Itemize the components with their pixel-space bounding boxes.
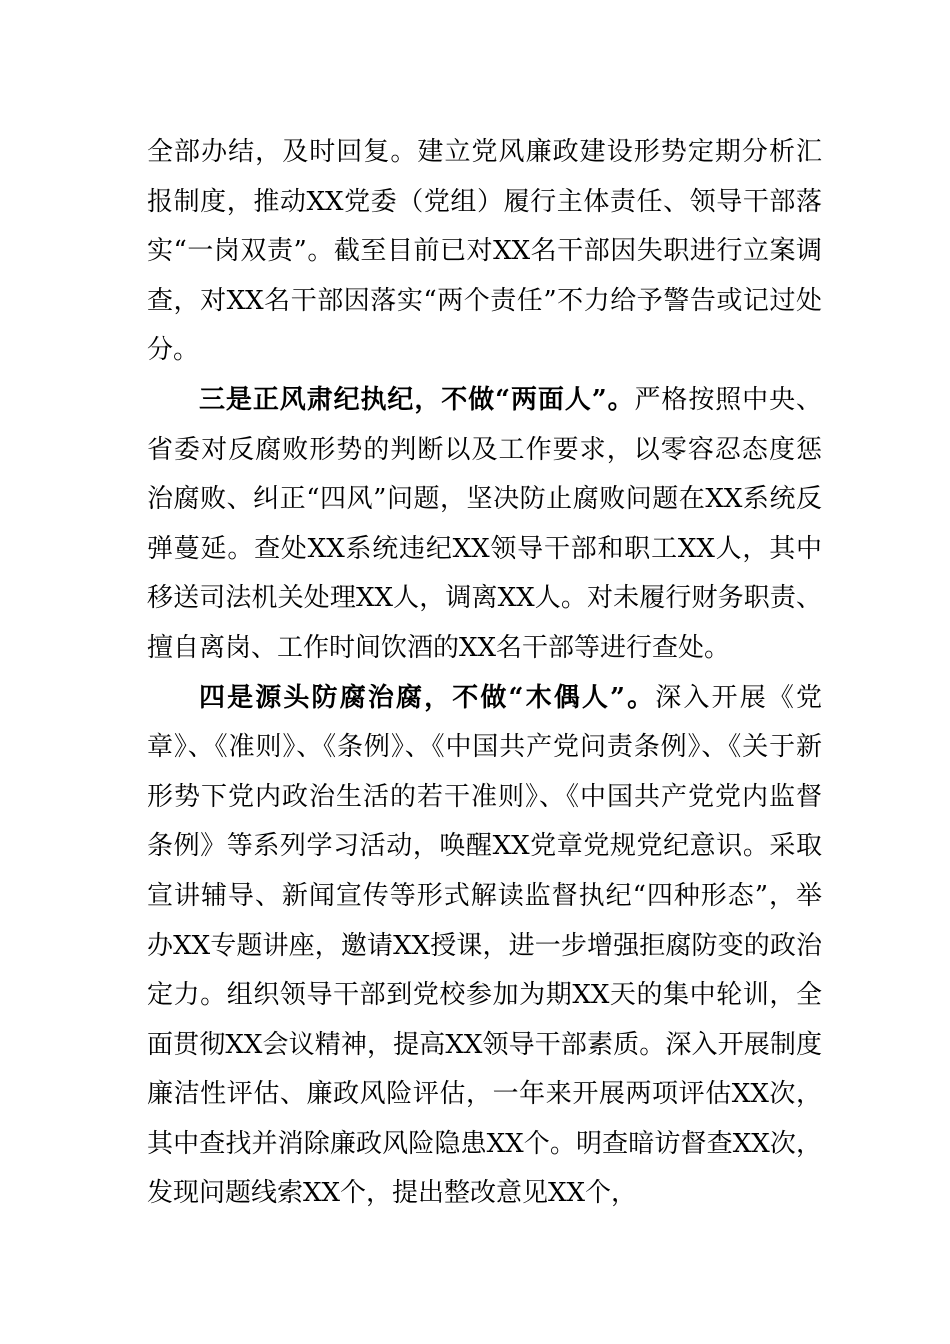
paragraph-text: 严格按照中央、省委对反腐败形势的判断以及工作要求，以零容忍态度惩治腐败、纠正“四风”问题，坚决防止腐败问题在XX系统反弹蔓延。查处XX系统违纪XX领导干部和职工XX人，其中移送司法机关处理XX人，调离XX人。对未履行财务职责、擅自离岗、工作时间饮酒的XX名干部等进行查处。 bbox=[147, 384, 822, 663]
paragraph-four bbox=[147, 674, 822, 1220]
paragraph-text: 全部办结，及时回复。建立党风廉政建设形势定期分析汇报制度，推动XX党委（党组）履行主体责任、领导干部落实“一岗双责”。截至目前已对XX名干部因失职进行立案调查，对XX名干部因落实“两个责任”不力给予警告或记过处分。 bbox=[147, 137, 822, 366]
paragraph-three bbox=[147, 376, 822, 674]
paragraph-text: 深入开展《党章》、《准则》、《条例》、《中国共产党问责条例》、《关于新形势下党内政治生活的若干准则》、《中国共产党党内监督条例》等系列学习活动，唤醒XX党章党规党纪意识。采取宣讲辅导、新闻宣传等形式解读监督执纪“四种形态”，举办XX专题讲座，邀请XX授课，进一步增强拒腐防变的政治定力。组织领导干部到党校参加为期XX天的集中轮训，全面贯彻XX会议精神，提高XX领导干部素质。深入开展制度廉洁性评估、廉政风险评估，一年来开展两项评估XX次，其中查找并消除廉政风险隐患XX个。明查暗访督查XX次，发现问题线索XX个，提出整改意见XX个， bbox=[147, 682, 822, 1209]
paragraph-heading: 四是源头防腐治腐，不做“木偶人”。 bbox=[199, 682, 656, 713]
document-body bbox=[147, 128, 822, 1219]
paragraph-heading: 三是正风肃纪执纪，不做“两面人”。 bbox=[199, 384, 635, 415]
paragraph-continuation bbox=[147, 128, 822, 376]
